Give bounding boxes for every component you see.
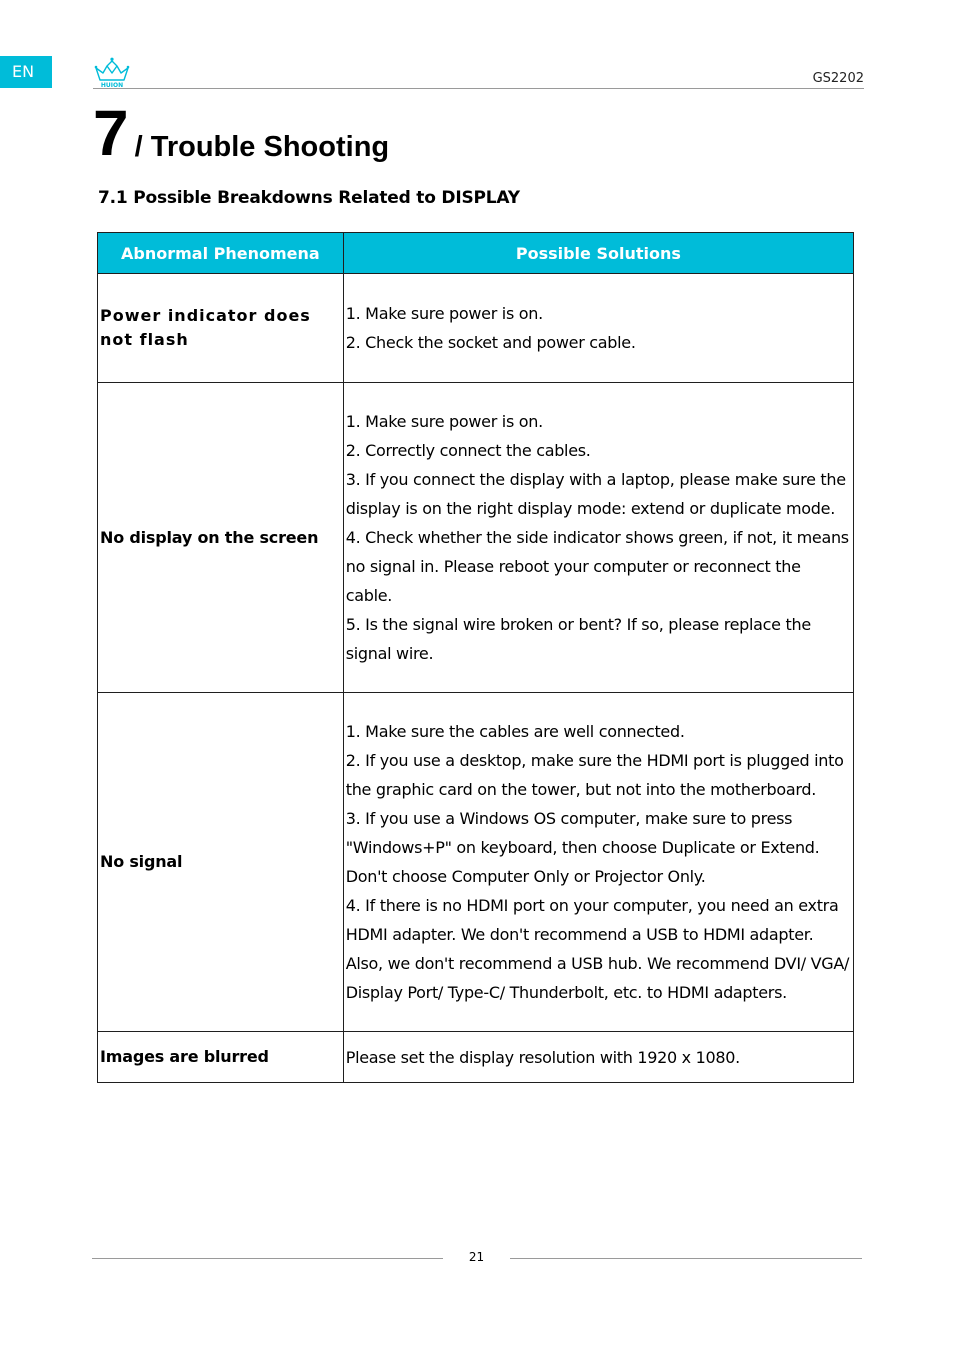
header-divider (93, 88, 864, 89)
footer-divider-left (92, 1258, 443, 1259)
solution-line: 2. Check the socket and power cable. (345, 333, 636, 352)
solution-line: 2. If you use a desktop, make sure the HDMI port is plugged into the graphic card on the tower, but not into the motherboard. (345, 751, 844, 799)
chapter-number: 7 (93, 97, 129, 169)
solution-line: 3. If you use a Windows OS computer, make sure to press "Windows+P" on keyboard, then choose Duplicate or Extend. Don't choose Computer Only or Projector Only. (345, 809, 820, 886)
header-abnormal-phenomena: Abnormal Phenomena (98, 233, 344, 274)
troubleshooting-table (97, 232, 854, 1083)
header-possible-solutions: Possible Solutions (343, 233, 853, 274)
table-header-row (98, 233, 854, 274)
chapter-heading (93, 97, 390, 169)
problem-cell: Images are blurred (98, 1032, 344, 1083)
solution-line: 2. Correctly connect the cables. (345, 441, 591, 460)
chapter-title: / Trouble Shooting (134, 131, 390, 163)
page-number: 21 (468, 1250, 485, 1264)
problem-cell: No display on the screen (98, 383, 344, 693)
solution-line: 4. If there is no HDMI port on your computer, you need an extra HDMI adapter. We don't recommend a USB to HDMI adapter. Also, we don't recommend a USB hub. We recommend DVI/ VGA/ Display Port/ Type-C/ Thunderbolt, etc. to HDMI adapters. (345, 896, 850, 1002)
table-row (98, 383, 854, 693)
section-title: 7.1 Possible Breakdowns Related to DISPLAY (98, 188, 520, 208)
solution-cell (343, 383, 853, 693)
table-row (98, 274, 854, 383)
table-row (98, 693, 854, 1032)
solution-line: 1. Make sure the cables are well connected. (345, 722, 685, 741)
solution-line: 3. If you connect the display with a laptop, please make sure the display is on the right display mode: extend or duplicate mode. (345, 470, 846, 518)
model-number: GS2202 (812, 71, 864, 86)
solution-cell (343, 274, 853, 383)
solution-line: Please set the display resolution with 1920 x 1080. (345, 1047, 740, 1067)
solution-line: 1. Make sure power is on. (345, 412, 543, 431)
language-tab: EN (0, 56, 52, 88)
table-row (98, 1032, 854, 1083)
solution-cell (343, 693, 853, 1032)
solution-line: 4. Check whether the side indicator shows green, if not, it means no signal in. Please reboot your computer or reconnect the cable. (345, 528, 849, 605)
solution-cell (343, 1032, 853, 1083)
footer-divider-right (510, 1258, 862, 1259)
solution-line: 1. Make sure power is on. (345, 304, 543, 323)
solution-line: 5. Is the signal wire broken or bent? If so, please replace the signal wire. (345, 615, 811, 663)
problem-cell: No signal (98, 693, 344, 1032)
logo-text: HUION (100, 82, 124, 88)
problem-cell: Power indicator does not flash (98, 274, 344, 383)
huion-logo (93, 56, 131, 88)
